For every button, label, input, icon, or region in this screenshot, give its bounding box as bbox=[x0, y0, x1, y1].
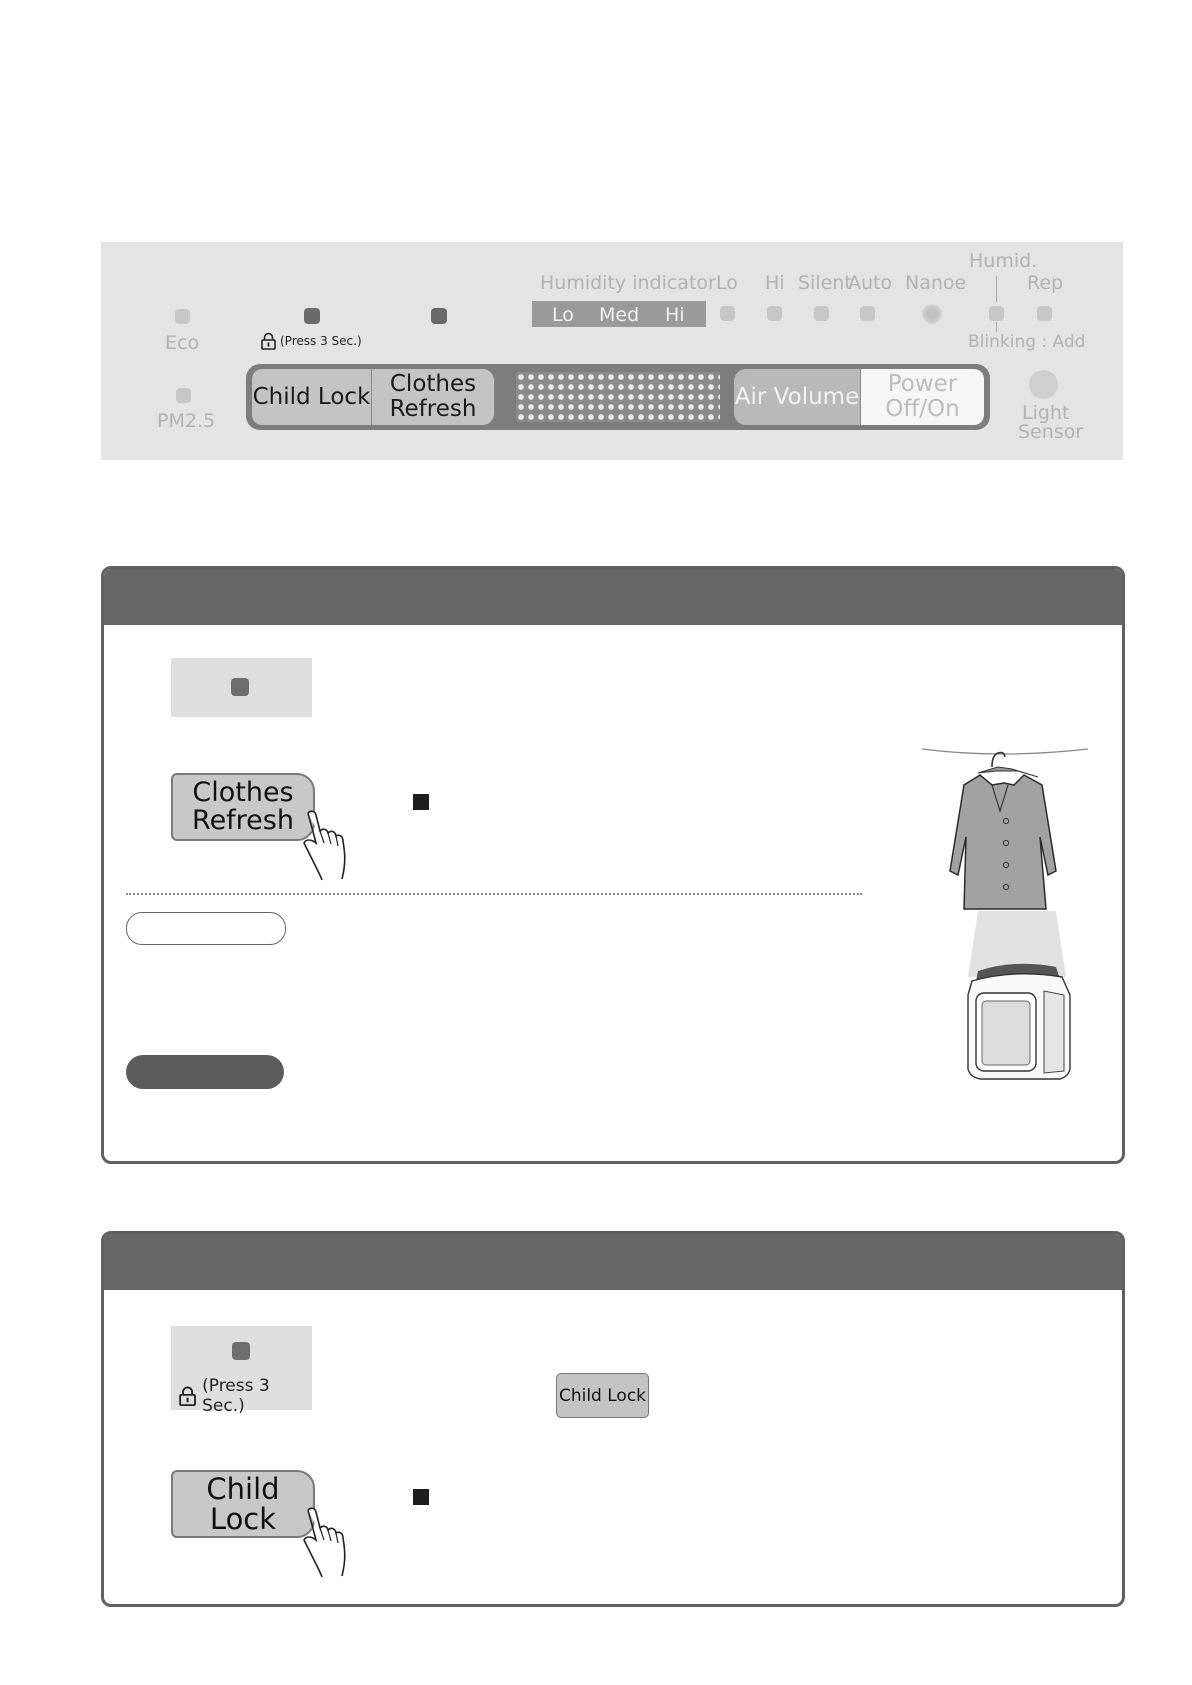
section-header bbox=[104, 1234, 1122, 1290]
humid-label: Humid. bbox=[969, 250, 1038, 272]
child-lock-indicator-panel bbox=[171, 1326, 312, 1416]
humidity-level-hi: Hi bbox=[665, 304, 685, 326]
light-sensor-label-line2: Sensor bbox=[1018, 421, 1084, 443]
humidity-indicator-label: Humidity indicator bbox=[540, 272, 716, 294]
child-lock-press-hint bbox=[179, 1376, 312, 1416]
lock-icon bbox=[179, 1385, 196, 1407]
clothes-refresh-indicator-light bbox=[231, 678, 249, 696]
clothes-refresh-indicator-light bbox=[431, 308, 447, 324]
mode-lo-light bbox=[720, 306, 735, 321]
child-lock-button-label: Child Lock bbox=[252, 383, 371, 410]
dotted-divider bbox=[126, 893, 862, 895]
mode-silent-label: Silent bbox=[798, 272, 852, 294]
press-3-sec-label: (Press 3 Sec.) bbox=[280, 334, 362, 348]
eco-label: Eco bbox=[165, 332, 200, 354]
child-lock-indicator-light bbox=[232, 1342, 250, 1360]
humidity-level-lo: Lo bbox=[552, 304, 574, 326]
light-sensor bbox=[1029, 370, 1058, 399]
rep-label: Rep bbox=[1027, 272, 1064, 294]
mode-auto-light bbox=[860, 306, 875, 321]
light-sensor-label-line1: Light bbox=[1022, 402, 1070, 424]
control-panel bbox=[101, 242, 1123, 460]
press-3-sec-label: (Press 3 Sec.) bbox=[202, 1376, 270, 1416]
lock-icon bbox=[261, 332, 276, 350]
clothes-refresh-large-line1: Clothes bbox=[192, 776, 294, 808]
clothes-refresh-label-line2: Refresh bbox=[389, 396, 477, 422]
humidity-indicator-strip bbox=[532, 301, 706, 327]
mode-hi-light bbox=[767, 306, 782, 321]
clothes-refresh-label-line1: Clothes bbox=[389, 371, 477, 398]
humid-light bbox=[989, 306, 1004, 321]
step-bullet-square bbox=[413, 1489, 429, 1505]
child-lock-section bbox=[101, 1231, 1125, 1607]
section-header bbox=[104, 569, 1122, 625]
hanging-coat-illustration bbox=[920, 741, 1090, 911]
child-lock-indicator-light bbox=[304, 308, 320, 324]
power-label-line1: Power bbox=[887, 371, 958, 398]
pointing-hand-icon bbox=[294, 1506, 356, 1578]
mode-lo-label: Lo bbox=[716, 272, 738, 294]
mode-silent-light bbox=[814, 306, 829, 321]
mode-auto-label: Auto bbox=[848, 272, 893, 294]
air-purifier-illustration bbox=[964, 911, 1074, 1083]
child-lock-hint bbox=[261, 332, 362, 350]
step-bullet-square bbox=[413, 794, 429, 810]
power-button[interactable] bbox=[861, 369, 984, 425]
child-lock-button-small[interactable] bbox=[556, 1373, 649, 1418]
clothes-refresh-section bbox=[101, 566, 1125, 1164]
child-lock-small-label: Child Lock bbox=[558, 1385, 647, 1406]
pm25-indicator-light bbox=[176, 388, 191, 403]
pointing-hand-icon bbox=[294, 809, 356, 881]
vent-grille bbox=[516, 372, 720, 422]
clothes-refresh-button[interactable] bbox=[372, 369, 495, 425]
blinking-add-label: Blinking : Add bbox=[968, 332, 1086, 352]
power-label-line2: Off/On bbox=[885, 396, 960, 422]
air-volume-label: Air Volume bbox=[734, 383, 860, 410]
mode-hi-label: Hi bbox=[765, 272, 785, 294]
humid-divider bbox=[996, 276, 997, 302]
child-lock-button[interactable] bbox=[252, 369, 372, 425]
clothes-refresh-large-line2: Refresh bbox=[192, 805, 294, 836]
control-button-bar bbox=[246, 364, 990, 430]
air-volume-button[interactable] bbox=[734, 369, 861, 425]
pm25-label: PM2.5 bbox=[157, 410, 216, 432]
note-tag-outline bbox=[126, 912, 286, 945]
nanoe-light bbox=[922, 304, 942, 324]
clothes-refresh-indicator-panel bbox=[171, 658, 312, 717]
blinking-divider bbox=[996, 322, 997, 332]
rep-light bbox=[1037, 306, 1052, 321]
note-tag-dark bbox=[126, 1055, 284, 1089]
child-lock-large-label: Child Lock bbox=[206, 1471, 280, 1536]
humidity-level-med: Med bbox=[599, 304, 640, 326]
nanoe-label: Nanoe bbox=[905, 272, 967, 294]
eco-indicator-light bbox=[175, 309, 190, 324]
